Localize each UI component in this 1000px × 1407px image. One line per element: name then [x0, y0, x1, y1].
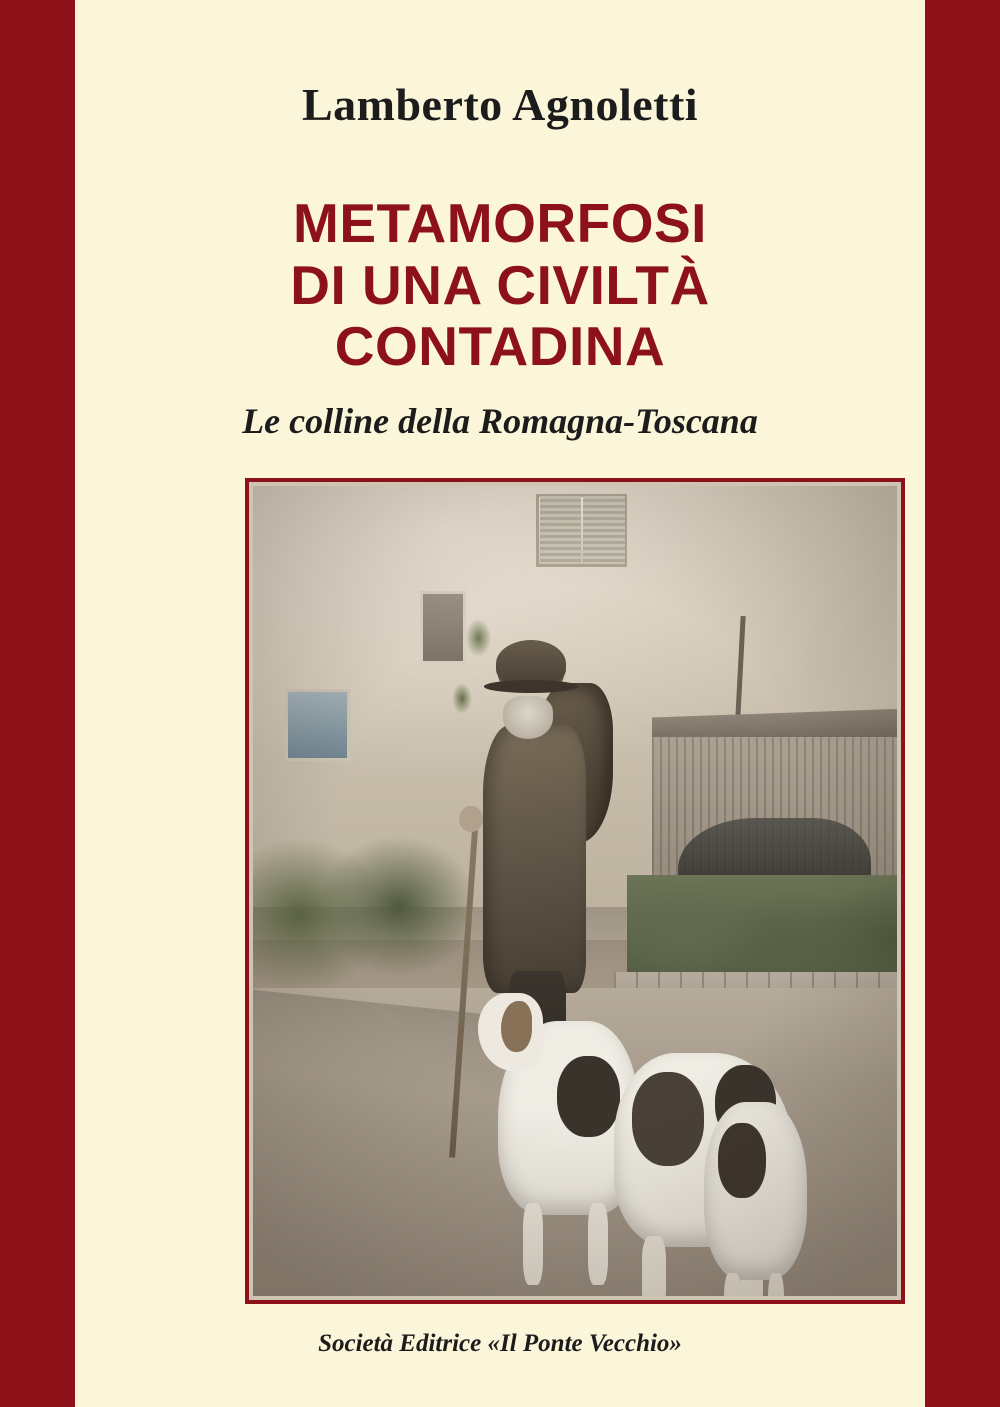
- photo-dog-rear: [704, 1102, 807, 1280]
- title-line-2: DI UNA CIVILTÀ: [290, 253, 710, 316]
- photo-shutter-left: [540, 496, 581, 564]
- photo-man-coat: [483, 725, 587, 992]
- photo-dog-front-patch: [557, 1056, 619, 1138]
- cover-photo-frame: [245, 478, 905, 1304]
- author-name: Lamberto Agnoletti: [301, 79, 699, 130]
- title-block: [75, 0, 925, 442]
- photo-man-hat-brim: [484, 680, 578, 693]
- photo-dog-front-leg: [588, 1203, 608, 1285]
- photo-dog-rear-patch: [718, 1123, 765, 1198]
- photo-left-bushes: [253, 826, 472, 1004]
- photo-shutter-right: [583, 496, 624, 564]
- photo-man-hand: [459, 806, 482, 833]
- photo-blue-window: [285, 689, 349, 762]
- photo-dog-rear-leg: [724, 1273, 740, 1296]
- photo-man-beard: [503, 696, 553, 739]
- photo-dog-middle-leg: [642, 1236, 665, 1296]
- title-line-1: METAMORFOSI: [293, 192, 707, 254]
- subtitle: Le colline della Romagna-Toscana: [242, 400, 758, 441]
- cover-paper-panel: [75, 0, 925, 1407]
- photo-dog-front-leg: [523, 1203, 543, 1285]
- publisher-name: Società Editrice «Il Ponte Vecchio»: [318, 1330, 682, 1357]
- page-title: [75, 193, 925, 378]
- photo-dog-rear-leg: [768, 1273, 784, 1296]
- photo-dog-middle-patch: [632, 1072, 704, 1165]
- photo-dog-front-ear: [501, 1001, 532, 1052]
- title-line-3: CONTADINA: [334, 315, 666, 378]
- photo-old-man-with-dogs: [253, 486, 897, 1296]
